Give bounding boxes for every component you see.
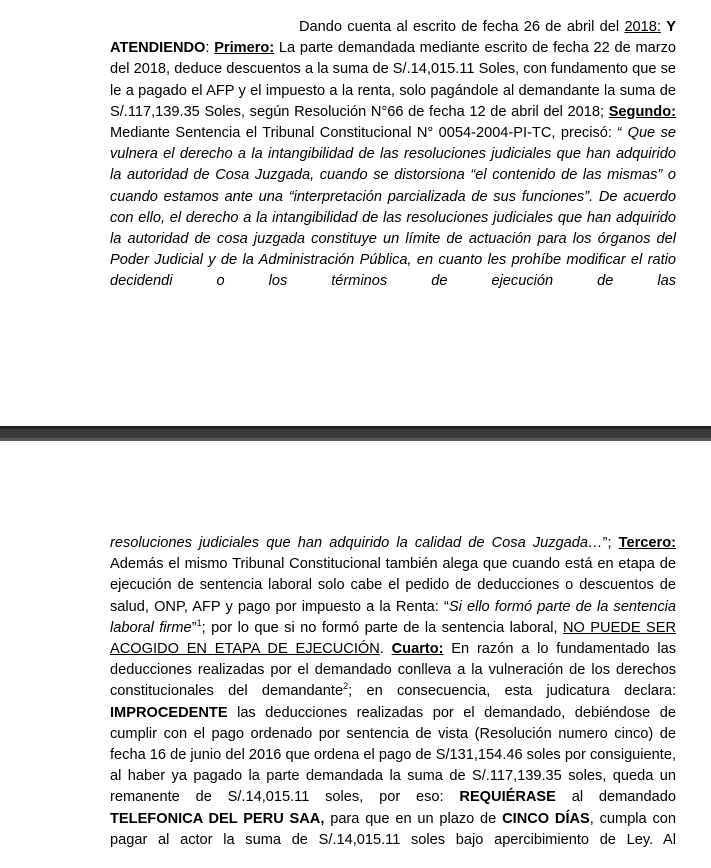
- footnote-ref-2[interactable]: 2: [343, 681, 349, 692]
- text-cumpla: , cumpla con pagar al actor la suma de S/.14,015.11 soles bajo apercibimiento de Ley. Al: [110, 810, 676, 848]
- page-separator: [0, 426, 711, 441]
- text-declara: ; en consecuencia, esta judicatura declara:: [348, 683, 676, 700]
- footnote-ref-1[interactable]: 1: [196, 617, 202, 628]
- text-date-2018: 2018:: [624, 19, 661, 35]
- text-telefonica: TELEFONICA DEL PERU SAA,: [110, 810, 325, 827]
- heading-cuarto: Cuarto:: [391, 641, 444, 658]
- text-primero-body: La parte demandada mediante escrito de fecha 22 de marzo del 2018, deduce descuentos a la suma de S/.14,015.11 Soles, con fundamento que se le a pagado el AFP y el impuesto a la renta, solo pagándole al demandante la suma de S/.117,139.35 Soles, según Resolución N°66 de fecha 12 de abril del 2018;: [110, 40, 677, 120]
- heading-segundo: Segundo:: [608, 103, 676, 120]
- heading-tercero: Tercero:: [618, 535, 676, 551]
- text-cuarto-body: En razón a lo fundamentado las deducciones realizadas por el demandado conlleva a la vulneración de los derechos constitucionales del demandante: [110, 641, 677, 700]
- text-deducciones: las deducciones realizadas por el demandado, debiéndose de cumplir con el pago ordenado por sentencia de vista (Resolución numero cinco) de fecha 16 de junio del 2016 que ordena el pago de S/131,154.46 soles por consiguiente, al haber ya pagado la parte demandada la suma de S/.117,139.35 soles, queda un remanente de S/.14,015.11 soles, por eso:: [110, 704, 676, 806]
- quote-tribunal: Que se vulnera el derecho a la intangibilidad de las resoluciones judiciales que han adquirido la autoridad de Cosa Juzgada, cuando se distorsiona “el contenido de las mismas” o cuando estamos ante una “interpretación parcializada de sus funciones”. De acuerdo con ello, el derecho a la intangibilidad de las resoluciones judiciales que han adquirido la autoridad de cosa juzgada constituye un límite de actuación para los órganos del Poder Judicial y de la Administración Pública, en cuanto les prohíbe modificar el ratio decidendi o los términos de ejecución de las: [110, 125, 676, 290]
- quote-sentencia-firme: Si ello formó parte de la sentencia laboral firme: [110, 598, 676, 636]
- text-no-puede-ser-acogido: NO PUEDE SER ACOGIDO EN ETAPA DE EJECUCIÓN: [110, 619, 677, 658]
- separator-top-edge: [0, 426, 711, 429]
- text-plazo: para que en un plazo de: [324, 810, 503, 827]
- text-quote-close: ”;: [602, 535, 619, 551]
- text-intro: Dando cuenta al escrito de fecha 26 de abril del: [299, 19, 625, 35]
- quote-continuation: resoluciones judiciales que han adquirido la calidad de Cosa Juzgada…: [110, 535, 603, 551]
- text-tercero-body: Además el mismo Tribunal Constitucional también alega que cuando está en etapa de ejecución de sentencia laboral solo cabe el pedido de deducciones o descuentos de salud, ONP, AFP y pago por impuesto a la Renta: “: [110, 556, 676, 615]
- text-quote-end: ”: [191, 619, 197, 636]
- text-colon: :: [205, 40, 215, 57]
- text-cinco-dias: CINCO DÍAS: [502, 810, 590, 827]
- text-improcedente: IMPROCEDENTE: [110, 704, 228, 721]
- text-al-demandado: al demandado: [555, 789, 676, 806]
- paragraph-top: [110, 17, 676, 293]
- text-segundo-body: Mediante Sentencia el Tribunal Constitucional N° 0054-2004-PI-TC, precisó: “: [110, 125, 628, 142]
- document-page-top: [0, 0, 711, 426]
- text-requierase: REQUIÉRASE: [459, 789, 556, 806]
- text-period: .: [379, 641, 392, 658]
- heading-primero: Primero:: [214, 40, 275, 57]
- text-no-formo: ; por lo que si no formó parte de la sentencia laboral,: [201, 619, 563, 636]
- paragraph-bottom: [110, 533, 676, 851]
- heading-y-atendiendo: Y ATENDIENDO: [110, 19, 676, 57]
